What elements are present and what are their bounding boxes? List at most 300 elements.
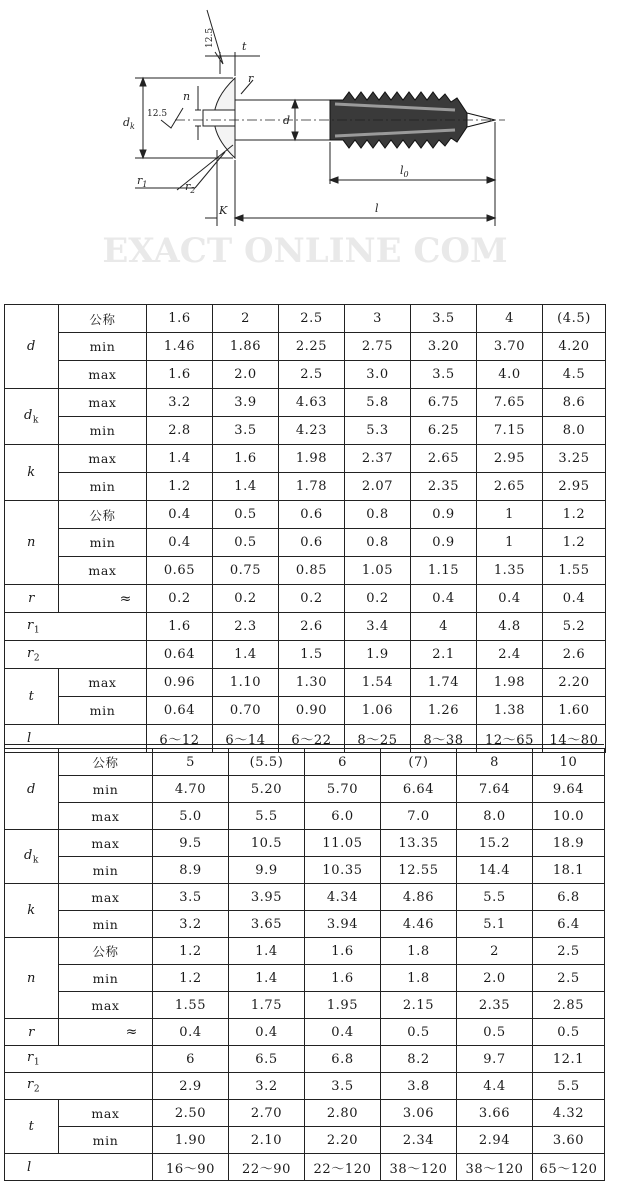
table-cell: 2.95 [477, 445, 543, 473]
symbol-text: r [28, 1024, 35, 1040]
table-cell: 4.0 [477, 361, 543, 389]
table-cell: 2.0 [213, 361, 279, 389]
table-cell: 0.5 [381, 1019, 457, 1046]
table-cell: 2.50 [153, 1100, 229, 1127]
row-label: max [59, 389, 147, 417]
table-cell: 0.2 [213, 585, 279, 613]
table-cell: 1.98 [477, 669, 543, 697]
table-cell: 5.5 [457, 884, 533, 911]
spec-table-2-body [5, 749, 605, 1181]
table-cell: 7.15 [477, 417, 543, 445]
table-cell: 1.26 [411, 697, 477, 725]
table-cell: 1.6 [147, 613, 213, 641]
table-cell: 3.5 [153, 884, 229, 911]
table-cell: 6.5 [229, 1046, 305, 1073]
row-label: min [59, 333, 147, 361]
table-cell: 0.2 [147, 585, 213, 613]
table-cell: 3.66 [457, 1100, 533, 1127]
table-cell: 8～38 [411, 725, 477, 753]
table-cell: 0.4 [477, 585, 543, 613]
table-cell: 0.96 [147, 669, 213, 697]
row-label: min [59, 529, 147, 557]
table-cell: 3.94 [305, 911, 381, 938]
screw-drawing [95, 0, 515, 290]
table-cell: 1.55 [153, 992, 229, 1019]
table-cell: 1.05 [345, 557, 411, 585]
table-row [5, 389, 606, 417]
table-cell: 3.60 [533, 1127, 605, 1154]
table-cell: 2.15 [381, 992, 457, 1019]
symbol-text: r [28, 591, 35, 606]
table-cell: 2.35 [457, 992, 533, 1019]
table-cell: 2.07 [345, 473, 411, 501]
row-symbol [5, 749, 59, 830]
table-cell: 2.8 [147, 417, 213, 445]
table-cell: 4.5 [543, 361, 606, 389]
table-cell: 2.0 [457, 965, 533, 992]
symbol-text: d [24, 407, 33, 423]
table-row [5, 1100, 605, 1127]
table-cell: 10.0 [533, 803, 605, 830]
row-symbol [5, 938, 59, 1019]
approx-sign: ≈ [59, 1019, 153, 1046]
table-cell: 6.0 [305, 803, 381, 830]
table-row [5, 1019, 605, 1046]
table-cell: 1.46 [147, 333, 213, 361]
table-cell: 1.35 [477, 557, 543, 585]
table-row [5, 749, 605, 776]
table-cell: 1.4 [229, 965, 305, 992]
table-cell: 1.9 [345, 641, 411, 669]
table-cell: 1.5 [279, 641, 345, 669]
table-cell: 7.65 [477, 389, 543, 417]
spec-table-1-body [5, 305, 606, 753]
table-cell: 12～65 [477, 725, 543, 753]
table-cell: 6～22 [279, 725, 345, 753]
symbol-subscript: 1 [33, 1057, 41, 1068]
table-cell: 4.86 [381, 884, 457, 911]
table-cell: 1.8 [381, 938, 457, 965]
row-symbol [5, 1073, 153, 1100]
table-cell: 0.9 [411, 501, 477, 529]
r1-label: $r_1$ [137, 174, 148, 189]
head-slot [203, 110, 235, 126]
roughness-slot-label: 12.5 [147, 109, 168, 119]
table-cell: 3.8 [381, 1073, 457, 1100]
table-cell: 3.25 [543, 445, 606, 473]
table-cell: 14.4 [457, 857, 533, 884]
table-cell: 1.2 [543, 501, 606, 529]
table-cell: 1.2 [153, 965, 229, 992]
table-cell: 5.1 [457, 911, 533, 938]
table-cell: 0.4 [147, 501, 213, 529]
row-label: max [59, 445, 147, 473]
table-cell: 6.8 [533, 884, 605, 911]
row-symbol [5, 1100, 59, 1154]
table-cell: 0.5 [533, 1019, 605, 1046]
symbol-text: l [27, 1159, 32, 1175]
table-cell: 0.4 [543, 585, 606, 613]
table-cell: 4.34 [305, 884, 381, 911]
row-label: min [59, 697, 147, 725]
table-cell: 2.5 [279, 361, 345, 389]
table-cell: 38～120 [381, 1154, 457, 1181]
symbol-text: r [27, 645, 34, 661]
table-cell: 3.5 [305, 1073, 381, 1100]
table-cell: 9.9 [229, 857, 305, 884]
table-cell: 1.2 [543, 529, 606, 557]
row-symbol [5, 1046, 153, 1073]
table-cell: 1.6 [147, 305, 213, 333]
table-cell: 0.5 [457, 1019, 533, 1046]
table-cell: 0.64 [147, 697, 213, 725]
table-cell: 1.6 [147, 361, 213, 389]
table-cell: 0.64 [147, 641, 213, 669]
table-cell: 9.7 [457, 1046, 533, 1073]
row-label: min [59, 417, 147, 445]
spec-table-1 [4, 304, 606, 753]
table-cell: 3.5 [411, 361, 477, 389]
row-symbol [5, 830, 59, 884]
table-cell: 0.90 [279, 697, 345, 725]
table-cell: 6 [153, 1046, 229, 1073]
table-row [5, 776, 605, 803]
row-symbol [5, 669, 59, 725]
row-label: 公称 [59, 749, 153, 776]
table-cell: 2.94 [457, 1127, 533, 1154]
table-cell: 2 [213, 305, 279, 333]
table-cell: 1.06 [345, 697, 411, 725]
table-cell: 1.98 [279, 445, 345, 473]
table-cell: 3 [345, 305, 411, 333]
table-cell: 1.6 [305, 965, 381, 992]
symbol-text: d [27, 781, 36, 797]
table-cell: 5.5 [533, 1073, 605, 1100]
table-cell: 2.9 [153, 1073, 229, 1100]
table-cell: 1.6 [213, 445, 279, 473]
table-cell: 0.5 [213, 529, 279, 557]
symbol-text: k [27, 903, 36, 918]
table-cell: 6.8 [305, 1046, 381, 1073]
table-cell: 1.38 [477, 697, 543, 725]
table-cell: 9.64 [533, 776, 605, 803]
symbol-text: d [27, 339, 36, 354]
symbol-subscript: 1 [33, 625, 41, 636]
row-symbol [5, 389, 59, 445]
table-cell: 0.85 [279, 557, 345, 585]
row-symbol [5, 613, 147, 641]
watermark-text: EXACT ONLINE COM [102, 231, 508, 271]
table-cell: 3.2 [153, 911, 229, 938]
table-row [5, 557, 606, 585]
table-cell: 2.25 [279, 333, 345, 361]
row-label: min [59, 965, 153, 992]
table-cell: 2.6 [279, 613, 345, 641]
table-cell: 1.15 [411, 557, 477, 585]
table-row [5, 641, 606, 669]
table-cell: 8 [457, 749, 533, 776]
row-symbol [5, 501, 59, 585]
symbol-text: t [28, 689, 35, 704]
table-cell: 2.3 [213, 613, 279, 641]
table-cell: 1 [477, 529, 543, 557]
n-label: n [183, 90, 191, 103]
table-cell: 8.2 [381, 1046, 457, 1073]
table-cell: 2.20 [305, 1127, 381, 1154]
table-cell: (5.5) [229, 749, 305, 776]
table-cell: 1.6 [305, 938, 381, 965]
table-cell: 3.4 [345, 613, 411, 641]
table-cell: 2.20 [543, 669, 606, 697]
table-cell: 18.1 [533, 857, 605, 884]
table-cell: 10 [533, 749, 605, 776]
table-cell: (4.5) [543, 305, 606, 333]
table-cell: 2.6 [543, 641, 606, 669]
table-cell: 5.5 [229, 803, 305, 830]
table-row [5, 911, 605, 938]
table-cell: 1.4 [147, 445, 213, 473]
table-cell: 65～120 [533, 1154, 605, 1181]
symbol-subscript: k [32, 415, 39, 426]
table-cell: (7) [381, 749, 457, 776]
table-cell: 0.70 [213, 697, 279, 725]
table-cell: 5.20 [229, 776, 305, 803]
table-cell: 1.55 [543, 557, 606, 585]
table-cell: 0.5 [213, 501, 279, 529]
table-cell: 3.5 [411, 305, 477, 333]
table-cell: 4 [411, 613, 477, 641]
table-cell: 0.4 [411, 585, 477, 613]
symbol-subscript: 2 [33, 1084, 41, 1095]
roughness-top-label: 12.5 [205, 27, 215, 48]
table-cell: 2.5 [533, 965, 605, 992]
table-cell: 1.2 [147, 473, 213, 501]
table-cell: 0.8 [345, 501, 411, 529]
table-cell: 1.4 [213, 641, 279, 669]
row-symbol [5, 884, 59, 938]
row-symbol [5, 1019, 59, 1046]
table-row [5, 992, 605, 1019]
table-cell: 3.06 [381, 1100, 457, 1127]
table-separator [4, 744, 604, 745]
table-row [5, 938, 605, 965]
table-cell: 2.5 [279, 305, 345, 333]
d-label: d [283, 114, 291, 127]
table-cell: 1 [477, 501, 543, 529]
table-cell: 5.2 [543, 613, 606, 641]
row-label: max [59, 884, 153, 911]
table-cell: 2.35 [411, 473, 477, 501]
row-symbol [5, 1154, 153, 1181]
table-row [5, 473, 606, 501]
table-cell: 3.5 [213, 417, 279, 445]
row-label: max [59, 992, 153, 1019]
table-cell: 9.5 [153, 830, 229, 857]
row-symbol [5, 641, 147, 669]
table-cell: 3.9 [213, 389, 279, 417]
table-cell: 2.5 [533, 938, 605, 965]
table-cell: 0.2 [279, 585, 345, 613]
table-cell: 1.75 [229, 992, 305, 1019]
row-label: max [59, 361, 147, 389]
table-cell: 5 [153, 749, 229, 776]
table-row [5, 333, 606, 361]
table-row [5, 445, 606, 473]
table-cell: 22～120 [305, 1154, 381, 1181]
table-cell: 6～12 [147, 725, 213, 753]
row-label: max [59, 803, 153, 830]
table-cell: 1.8 [381, 965, 457, 992]
table-cell: 1.95 [305, 992, 381, 1019]
table-cell: 11.05 [305, 830, 381, 857]
table-cell: 6.75 [411, 389, 477, 417]
table-cell: 2.85 [533, 992, 605, 1019]
table-cell: 4.4 [457, 1073, 533, 1100]
table-cell: 4.8 [477, 613, 543, 641]
table-cell: 3.20 [411, 333, 477, 361]
table-row [5, 697, 606, 725]
table-cell: 1.30 [279, 669, 345, 697]
row-label: 公称 [59, 938, 153, 965]
table-cell: 5.3 [345, 417, 411, 445]
table-cell: 2.65 [411, 445, 477, 473]
table-cell: 1.4 [213, 473, 279, 501]
table-cell: 3.2 [229, 1073, 305, 1100]
table-cell: 4.70 [153, 776, 229, 803]
table-cell: 8.0 [457, 803, 533, 830]
table-cell: 5.70 [305, 776, 381, 803]
r2-label: $r_2$ [185, 180, 196, 195]
symbol-text: r [27, 617, 34, 633]
t-label: t [242, 40, 247, 53]
table-cell: 6 [305, 749, 381, 776]
table-cell: 4.20 [543, 333, 606, 361]
r-label: r [248, 72, 254, 85]
table-cell: 0.2 [345, 585, 411, 613]
row-label: max [59, 1100, 153, 1127]
table-cell: 2.34 [381, 1127, 457, 1154]
table-cell: 12.1 [533, 1046, 605, 1073]
table-cell: 0.6 [279, 529, 345, 557]
table-cell: 0.4 [229, 1019, 305, 1046]
symbol-text: t [28, 1119, 35, 1134]
table-cell: 8.6 [543, 389, 606, 417]
table-cell: 2.95 [543, 473, 606, 501]
table-cell: 2.1 [411, 641, 477, 669]
l-label: l [375, 202, 379, 215]
table-cell: 8～25 [345, 725, 411, 753]
table-cell: 7.0 [381, 803, 457, 830]
table-cell: 2 [457, 938, 533, 965]
table-cell: 1.10 [213, 669, 279, 697]
table-cell: 10.35 [305, 857, 381, 884]
table-cell: 1.74 [411, 669, 477, 697]
row-label: max [59, 669, 147, 697]
row-label: max [59, 830, 153, 857]
table-cell: 1.2 [153, 938, 229, 965]
table-row [5, 1073, 605, 1100]
table-cell: 2.65 [477, 473, 543, 501]
row-label: 公称 [59, 501, 147, 529]
table-row [5, 1046, 605, 1073]
table-cell: 0.4 [153, 1019, 229, 1046]
table-cell: 6～14 [213, 725, 279, 753]
table-cell: 18.9 [533, 830, 605, 857]
table-cell: 2.37 [345, 445, 411, 473]
dk-label: $d_k$ [123, 116, 135, 131]
row-symbol [5, 445, 59, 501]
row-label: min [59, 911, 153, 938]
row-label: max [59, 557, 147, 585]
table-cell: 14～80 [543, 725, 606, 753]
K-label: K [219, 204, 228, 217]
table-cell: 2.75 [345, 333, 411, 361]
table-cell: 4 [477, 305, 543, 333]
table-cell: 2.70 [229, 1100, 305, 1127]
table-row [5, 417, 606, 445]
table-cell: 8.0 [543, 417, 606, 445]
table-cell: 3.0 [345, 361, 411, 389]
table-cell: 6.25 [411, 417, 477, 445]
row-symbol [5, 305, 59, 389]
table-cell: 4.32 [533, 1100, 605, 1127]
symbol-subscript: k [32, 855, 39, 866]
table-cell: 38～120 [457, 1154, 533, 1181]
table-row [5, 305, 606, 333]
table-row [5, 501, 606, 529]
symbol-text: r [27, 1050, 34, 1066]
symbol-text: d [24, 847, 33, 863]
table-cell: 1.78 [279, 473, 345, 501]
table-row [5, 1127, 605, 1154]
table-cell: 4.23 [279, 417, 345, 445]
table-cell: 8.9 [153, 857, 229, 884]
table-row [5, 529, 606, 557]
table-cell: 0.9 [411, 529, 477, 557]
spec-table-2 [4, 748, 605, 1181]
table-cell: 22～90 [229, 1154, 305, 1181]
symbol-text: n [27, 535, 36, 550]
table-cell: 5.8 [345, 389, 411, 417]
row-label: min [59, 857, 153, 884]
row-symbol [5, 585, 59, 613]
table-cell: 1.60 [543, 697, 606, 725]
table-cell: 0.6 [279, 501, 345, 529]
table-cell: 0.65 [147, 557, 213, 585]
symbol-text: r [27, 1077, 34, 1093]
table-cell: 0.8 [345, 529, 411, 557]
table-cell: 6.64 [381, 776, 457, 803]
symbol-subscript: 2 [33, 653, 41, 664]
table-cell: 2.10 [229, 1127, 305, 1154]
table-cell: 1.86 [213, 333, 279, 361]
table-cell: 5.0 [153, 803, 229, 830]
table-row [5, 361, 606, 389]
table-row [5, 965, 605, 992]
table-cell: 13.35 [381, 830, 457, 857]
table-cell: 1.54 [345, 669, 411, 697]
table-cell: 4.46 [381, 911, 457, 938]
table-row [5, 1154, 605, 1181]
l0-label: $l_0$ [400, 164, 409, 179]
table-cell: 2.4 [477, 641, 543, 669]
table-cell: 10.5 [229, 830, 305, 857]
symbol-text: l [27, 731, 32, 746]
table-row [5, 857, 605, 884]
symbol-text: k [27, 465, 36, 480]
table-cell: 16～90 [153, 1154, 229, 1181]
table-cell: 3.65 [229, 911, 305, 938]
